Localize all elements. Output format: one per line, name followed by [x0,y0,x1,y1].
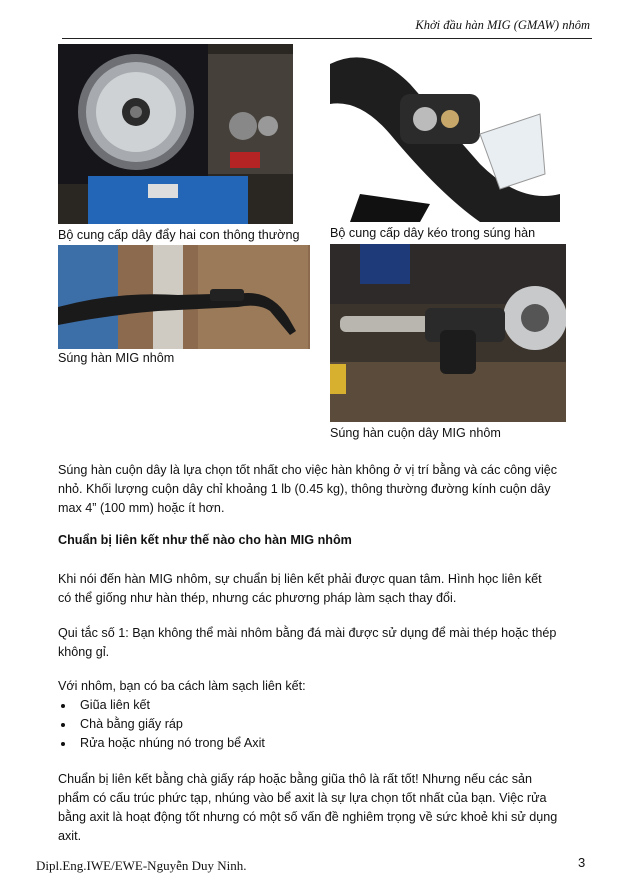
paragraph-spool-gun [58,461,586,518]
section-heading: Chuẩn bị liên kết như thế nào cho hàn MIG nhôm [58,533,352,547]
header-rule [62,38,592,39]
spool-gun-photo [330,244,566,422]
running-header: Khởi đầu hàn MIG (GMAW) nhôm [415,18,590,32]
text-line: Súng hàn cuộn dây là lựa chọn tốt nhất cho việc hàn không ở vị trí bằng và các công việc [58,463,558,477]
text-line: Qui tắc số 1: Bạn không thể mài nhôm bằng đá mài được sử dụng để mài thép hoặc thép [58,626,557,640]
paragraph-cleaning-intro [58,677,586,696]
list-item: Chà bằng giấy ráp [58,715,265,734]
text-line: nhỏ. Khối lượng cuộn dây chỉ khoảng 1 lb (0.45 kg), thông thường đường kính cuộn dây [58,482,551,496]
footer-author: Dipl.Eng.IWE/EWE-Nguyễn Duy Ninh. [36,858,247,873]
cleaning-methods-list [58,696,265,753]
text-line: Với nhôm, bạn có ba cách làm sạch liên kết: [58,679,306,693]
figure-caption: Bộ cung cấp dây kéo trong súng hàn [330,226,536,240]
list-item: Giũa liên kết [58,696,265,715]
figure-caption: Súng hàn MIG nhôm [58,351,175,365]
list-item: Rửa hoặc nhúng nó trong bể Axit [58,734,265,753]
text-line: phẩm có cấu trúc phức tạp, nhúng vào bể axit là sự lựa chọn tốt nhất của bạn. Việc rửa [58,791,547,805]
push-wire-feeder-photo [58,44,293,224]
aluminum-mig-gun-photo [58,245,310,349]
text-line: Chuẩn bị liên kết bằng chà giấy ráp hoặc bằng giũa thô là rất tốt! Nhưng nếu các sản [58,772,533,786]
text-line: có thể giống như hàn thép, nhưng các phương pháp làm sạch thay đổi. [58,591,457,605]
figure-caption: Súng hàn cuộn dây MIG nhôm [330,426,501,440]
text-line: axit. [58,829,82,843]
text-line: Khi nói đến hàn MIG nhôm, sự chuẩn bị liên kết phải được quan tâm. Hình học liên kết [58,572,542,586]
paragraph-final [58,770,586,846]
text-line: max 4” (100 mm) hoặc ít hơn. [58,501,225,515]
paragraph-rule-1 [58,624,586,662]
figure-caption: Bộ cung cấp dây đẩy hai con thông thường [58,228,300,242]
paragraph-joint-prep [58,570,586,608]
text-line: bằng axit là hoạt động tốt nhưng có một số vấn đề nghiêm trọng về sức khoẻ khi sử dụng [58,810,558,824]
page-number: 3 [578,855,586,870]
pull-feeder-gun-photo [330,44,560,222]
text-line: không gỉ. [58,645,110,659]
